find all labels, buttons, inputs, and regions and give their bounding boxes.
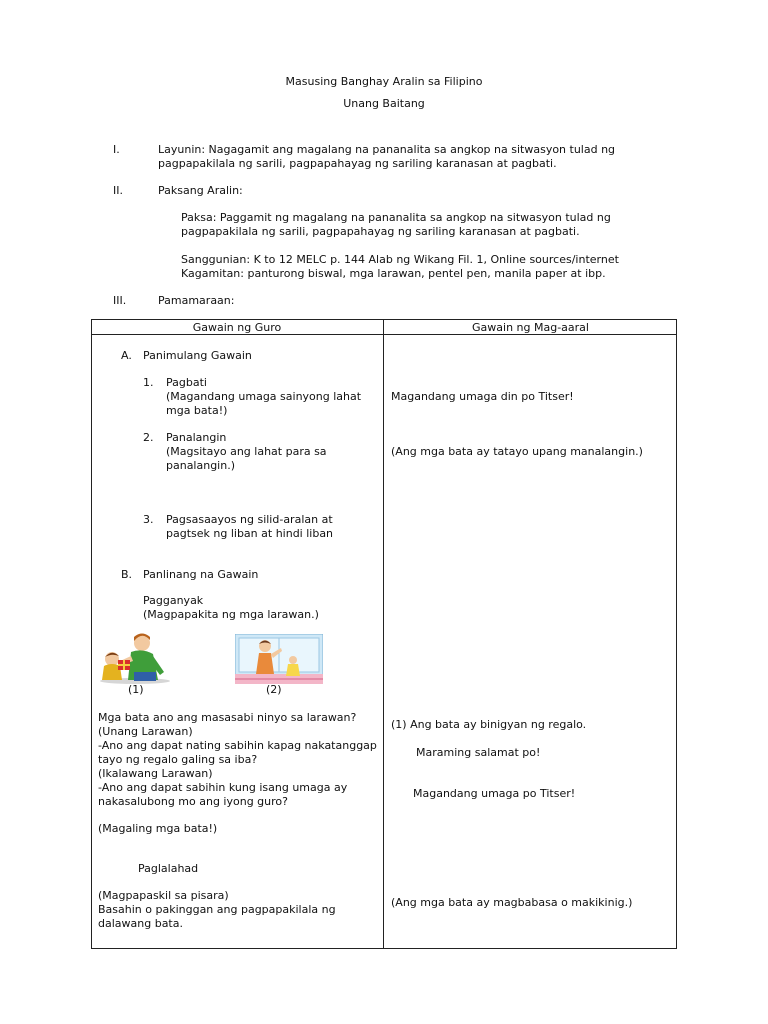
part-b-label: B. bbox=[121, 568, 133, 581]
question-line-2: (Unang Larawan) bbox=[98, 725, 193, 738]
item-3-number: 3. bbox=[143, 513, 154, 526]
pagganyak-note: (Magpapakita ng mga larawan.) bbox=[143, 608, 319, 621]
item-1-line-1: (Magandang umaga sainyong lahat bbox=[166, 390, 362, 403]
student-response-5: Magandang umaga po Titser! bbox=[413, 787, 576, 800]
picture-2-caption: (2) bbox=[266, 683, 282, 696]
sanggunian-line: Sanggunian: K to 12 MELC p. 144 Alab ng Wikang Fil. 1, Online sources/internet bbox=[181, 253, 619, 266]
grade-level: Unang Baitang bbox=[343, 97, 425, 110]
paksang-aralin-heading: Paksang Aralin: bbox=[158, 184, 243, 197]
item-1-number: 1. bbox=[143, 376, 154, 389]
kagamitan-line: Kagamitan: panturong biswal, mga larawan, pentel pen, manila paper at ibp. bbox=[181, 267, 606, 280]
morning-greeting-illustration bbox=[235, 634, 323, 684]
part-a-title: Panimulang Gawain bbox=[143, 349, 252, 362]
gift-giving-illustration bbox=[98, 632, 172, 684]
student-response-3: (1) Ang bata ay binigyan ng regalo. bbox=[391, 718, 587, 731]
item-2-line-2: panalangin.) bbox=[166, 459, 236, 472]
table-column-divider bbox=[383, 319, 384, 949]
picture-1-caption: (1) bbox=[128, 683, 144, 696]
question-line-5: (Ikalawang Larawan) bbox=[98, 767, 213, 780]
paglalahad-heading: Paglalahad bbox=[138, 862, 199, 875]
paksa-line-1: Paksa: Paggamit ng magalang na pananalita sa angkop na sitwasyon tulad ng bbox=[181, 211, 611, 224]
question-line-7: nakasalubong mo ang iyong guro? bbox=[98, 795, 288, 808]
table-header-divider bbox=[91, 334, 677, 335]
section-ii-number: II. bbox=[113, 184, 123, 197]
item-1-line-2: mga bata!) bbox=[166, 404, 228, 417]
item-3-line-2: pagtsek ng liban at hindi liban bbox=[166, 527, 334, 540]
praise-line: (Magaling mga bata!) bbox=[98, 822, 218, 835]
layunin-line-1: Layunin: Nagagamit ang magalang na pananalita sa angkop na sitwasyon tulad ng bbox=[158, 143, 616, 156]
header-gawain-ng-guro: Gawain ng Guro bbox=[192, 321, 282, 334]
part-a-label: A. bbox=[121, 349, 132, 362]
item-2-number: 2. bbox=[143, 431, 154, 444]
pamamaraan-heading: Pamamaraan: bbox=[158, 294, 235, 307]
part-b-title: Panlinang na Gawain bbox=[143, 568, 259, 581]
paglalahad-line-3: dalawang bata. bbox=[98, 917, 183, 930]
item-3-line-1: Pagsasaayos ng silid-aralan at bbox=[166, 513, 333, 526]
item-2-line-1: (Magsitayo ang lahat para sa bbox=[166, 445, 327, 458]
item-2-title: Panalangin bbox=[166, 431, 227, 444]
student-response-4: Maraming salamat po! bbox=[416, 746, 541, 759]
question-line-4: tayo ng regalo galing sa iba? bbox=[98, 753, 258, 766]
question-line-3: -Ano ang dapat nating sabihin kapag nakatanggap bbox=[98, 739, 377, 752]
header-gawain-ng-mag-aaral: Gawain ng Mag-aaral bbox=[472, 321, 589, 334]
paglalahad-line-1: (Magpapaskil sa pisara) bbox=[98, 889, 229, 902]
student-response-6: (Ang mga bata ay magbabasa o makikinig.) bbox=[391, 896, 633, 909]
layunin-line-2: pagpapakilala ng sarili, pagpapahayag ng sariling karanasan at pagbati. bbox=[158, 157, 557, 170]
section-i-number: I. bbox=[113, 143, 120, 156]
document-title: Masusing Banghay Aralin sa Filipino bbox=[285, 75, 483, 88]
pagganyak-heading: Pagganyak bbox=[143, 594, 204, 607]
student-response-1: Magandang umaga din po Titser! bbox=[391, 390, 574, 403]
section-iii-number: III. bbox=[113, 294, 127, 307]
question-line-1: Mga bata ano ang masasabi ninyo sa larawan? bbox=[98, 711, 357, 724]
student-response-2: (Ang mga bata ay tatayo upang manalangin.) bbox=[391, 445, 643, 458]
paksa-line-2: pagpapakilala ng sarili, pagpapahayag ng sariling karanasan at pagbati. bbox=[181, 225, 580, 238]
paglalahad-line-2: Basahin o pakinggan ang pagpapakilala ng bbox=[98, 903, 336, 916]
item-1-title: Pagbati bbox=[166, 376, 207, 389]
question-line-6: -Ano ang dapat sabihin kung isang umaga ay bbox=[98, 781, 348, 794]
